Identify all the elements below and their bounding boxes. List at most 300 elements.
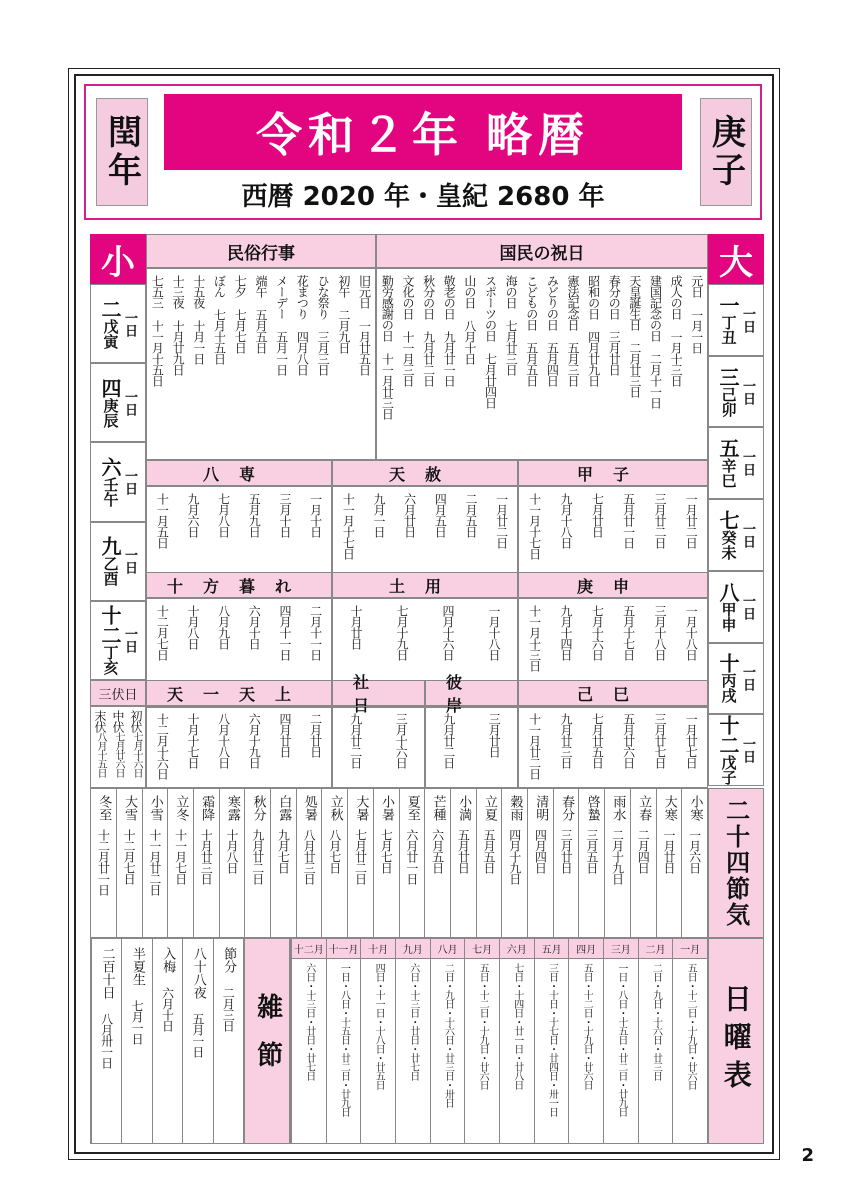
sekki-name: 大寒 bbox=[661, 795, 677, 821]
month-cell bbox=[708, 643, 764, 715]
row-date: 九月十八日 bbox=[558, 493, 573, 548]
sekki-name: 大暑 bbox=[353, 795, 369, 821]
holiday-date: 五月五日 bbox=[253, 309, 268, 353]
holiday-date: 五月三日 bbox=[565, 342, 580, 386]
month-cell bbox=[708, 284, 764, 356]
sekki-name: 立夏 bbox=[481, 795, 497, 821]
row-date: 十一月廿二日 bbox=[527, 713, 542, 779]
row-date: 九月廿二日 bbox=[348, 713, 363, 768]
nichiyo-days: 五日・十二日・十九日・廿六日 bbox=[685, 963, 697, 1089]
month-number: 三 bbox=[716, 366, 740, 387]
holiday-name: 端午 bbox=[253, 275, 268, 297]
sekki-date: 六月廿一日 bbox=[404, 829, 419, 884]
row-date: 十月廿日 bbox=[349, 605, 363, 649]
month-number: 五 bbox=[716, 438, 740, 459]
row-date: 十二月十六日 bbox=[155, 713, 170, 779]
nichiyo-cell bbox=[499, 939, 534, 1143]
month-kanji-group bbox=[718, 653, 738, 703]
month-first-day: 一日 bbox=[122, 389, 137, 416]
sekki-table bbox=[90, 788, 708, 938]
row-date: 十月十七日 bbox=[185, 713, 200, 768]
holiday-item bbox=[234, 275, 246, 455]
row-date: 五月九日 bbox=[247, 493, 262, 537]
sekki-date: 五月五日 bbox=[482, 829, 497, 873]
zassetsu-name: 二百十日 bbox=[99, 947, 115, 999]
zassetsu-name: 八十八夜 bbox=[190, 947, 206, 999]
sekki-date: 五月廿日 bbox=[456, 829, 471, 873]
zassetsu-cell bbox=[213, 939, 243, 1143]
holiday-item bbox=[691, 275, 703, 455]
month-first-day: 一日 bbox=[740, 378, 755, 405]
sekki-name: 小暑 bbox=[379, 795, 395, 821]
month-cell bbox=[90, 284, 146, 363]
holiday-item bbox=[172, 275, 184, 455]
month-cell bbox=[708, 427, 764, 499]
holiday-name: 海の日 bbox=[504, 275, 519, 308]
row-body bbox=[332, 706, 425, 788]
row-date: 五月十七日 bbox=[621, 605, 636, 660]
nichiyo-days: 七日・十四日・廿一日・廿八日 bbox=[511, 963, 523, 1089]
nichiyo-cell bbox=[360, 939, 395, 1143]
sekki-date: 三月廿日 bbox=[559, 829, 574, 873]
month-eto: 壬午 bbox=[101, 476, 120, 507]
row-header bbox=[425, 673, 518, 715]
sekki-cell bbox=[244, 789, 270, 937]
month-eto: 庚辰 bbox=[101, 397, 120, 428]
sekki-name: 白露 bbox=[276, 795, 292, 821]
nichiyo-month: 十二月 bbox=[292, 939, 326, 959]
holiday-date: 七月十五日 bbox=[212, 309, 227, 364]
sekki-cell bbox=[656, 789, 682, 937]
holiday-date: 九月廿二日 bbox=[421, 331, 436, 386]
sanpuku-date: 七月十六日 bbox=[131, 732, 142, 777]
nichiyo-days: 五日・十二日・十九日・廿六日 bbox=[477, 963, 489, 1089]
sanpuku-box bbox=[90, 706, 146, 788]
month-eto: 甲申 bbox=[719, 601, 738, 632]
month-number: 四 bbox=[98, 377, 122, 398]
row-header-text: 甲子 bbox=[576, 464, 649, 484]
row-date: 一月廿二日 bbox=[494, 493, 509, 548]
row-header-text: 天一天上 bbox=[167, 684, 312, 704]
row-date: 三月廿日 bbox=[487, 713, 502, 757]
month-number: 十二 bbox=[716, 715, 740, 756]
zassetsu-date: 二月三日 bbox=[221, 987, 236, 1031]
holiday-name: こどもの日 bbox=[524, 275, 539, 330]
nichiyo-cell bbox=[638, 939, 673, 1143]
month-kanji-group bbox=[100, 605, 120, 675]
nichiyo-days: 五日・十二日・十九日・廿六日 bbox=[581, 963, 593, 1089]
holiday-item bbox=[193, 275, 205, 455]
row-date: 七月八日 bbox=[216, 493, 231, 537]
sekki-date: 十一月廿二日 bbox=[147, 829, 162, 895]
zassetsu-label: 雑節 bbox=[252, 993, 283, 1089]
row-date: 三月十六日 bbox=[394, 713, 409, 768]
sekki-date: 一月六日 bbox=[687, 829, 702, 873]
holiday-item bbox=[359, 275, 371, 455]
holiday-date: 一月十三日 bbox=[669, 331, 684, 386]
month-cell bbox=[90, 442, 146, 521]
row-date: 十一月十三日 bbox=[527, 605, 542, 671]
holiday-date: 十一月三日 bbox=[400, 331, 415, 386]
holiday-item bbox=[484, 275, 496, 455]
page-number: 2 bbox=[801, 1145, 814, 1166]
sekki-label: 二十四節気 bbox=[721, 798, 751, 928]
holiday-item bbox=[255, 275, 267, 455]
month-kanji-group bbox=[100, 536, 120, 586]
sekki-date: 二月十九日 bbox=[610, 829, 625, 884]
holiday-name: 七五三 bbox=[150, 275, 165, 308]
sekki-date: 七月廿二日 bbox=[353, 829, 368, 884]
row-date: 五月廿六日 bbox=[621, 713, 636, 768]
zassetsu-name: 入梅 bbox=[160, 947, 176, 973]
month-eto: 癸未 bbox=[719, 529, 738, 560]
row-header bbox=[146, 572, 332, 598]
holiday-date: 二月十一日 bbox=[648, 353, 663, 408]
zassetsu-cell bbox=[152, 939, 182, 1143]
row-header-text: 十方暮れ bbox=[167, 576, 312, 596]
row-header bbox=[332, 572, 518, 598]
month-first-day: 一日 bbox=[122, 310, 137, 337]
nichiyo-month: 一月 bbox=[673, 939, 707, 959]
holiday-name: みどりの日 bbox=[545, 275, 560, 330]
holiday-item bbox=[526, 275, 538, 455]
nichiyo-month: 五月 bbox=[535, 939, 569, 959]
sekki-date: 九月七日 bbox=[276, 829, 291, 873]
month-cell bbox=[708, 714, 764, 786]
zassetsu-date: 七月一日 bbox=[130, 1000, 145, 1044]
nichiyo-days: 六日・十三日・廿日・廿七日 bbox=[407, 963, 419, 1080]
sekki-name: 春分 bbox=[558, 795, 574, 821]
month-number: 六 bbox=[98, 456, 122, 477]
month-eto: 丙戌 bbox=[719, 673, 738, 704]
holiday-name: 勤労感謝の日 bbox=[380, 275, 395, 341]
nichiyo-month: 十一月 bbox=[327, 939, 361, 959]
row-date: 六月十日 bbox=[247, 605, 262, 649]
row-date: 七月廿五日 bbox=[590, 713, 605, 768]
zassetsu-cell bbox=[121, 939, 151, 1143]
holiday-name: 天皇誕生日 bbox=[627, 275, 642, 330]
sekki-date: 一月廿日 bbox=[661, 829, 676, 873]
row-date: 七月十六日 bbox=[590, 605, 605, 660]
holiday-item bbox=[588, 275, 600, 455]
holiday-date: 八月十日 bbox=[462, 320, 477, 364]
row-header bbox=[332, 460, 518, 486]
nichiyo-cell bbox=[603, 939, 638, 1143]
row-date: 九月廿三日 bbox=[558, 713, 573, 768]
sekki-date: 四月四日 bbox=[533, 829, 548, 873]
zassetsu-date: 五月一日 bbox=[190, 1013, 205, 1057]
holiday-item bbox=[338, 275, 350, 455]
sanpuku-name: 末伏 bbox=[93, 710, 107, 732]
holiday-date: 四月八日 bbox=[295, 331, 310, 375]
sekki-cell bbox=[347, 789, 373, 937]
holiday-date: 二月廿三日 bbox=[627, 342, 642, 397]
row-header bbox=[146, 680, 332, 706]
row-body bbox=[146, 706, 332, 788]
holiday-date: 七月廿四日 bbox=[483, 353, 498, 408]
sekki-date: 四月十九日 bbox=[507, 829, 522, 884]
sekki-name: 芒種 bbox=[430, 795, 446, 821]
month-cell bbox=[708, 499, 764, 571]
sanpuku-name: 中伏 bbox=[111, 710, 125, 732]
row-header bbox=[518, 680, 708, 706]
sekki-cell bbox=[321, 789, 347, 937]
zassetsu-name: 節分 bbox=[221, 947, 237, 973]
leap-year-label: 閏年 bbox=[96, 98, 148, 206]
sekki-date: 七月七日 bbox=[379, 829, 394, 873]
row-header-text: 彼岸 bbox=[446, 673, 483, 715]
nichiyo-label: 日曜表 bbox=[719, 984, 753, 1098]
holiday-name: 憲法記念日 bbox=[565, 275, 580, 330]
sekki-date: 九月廿二日 bbox=[250, 829, 265, 884]
sekki-name: 処暑 bbox=[301, 795, 317, 821]
month-eto: 辛巳 bbox=[719, 458, 738, 489]
holiday-name: 初午 bbox=[336, 275, 351, 297]
eto-label: 庚子 bbox=[700, 98, 752, 206]
row-body bbox=[518, 706, 708, 788]
month-cell bbox=[90, 601, 146, 680]
month-eto: 乙酉 bbox=[101, 556, 120, 587]
row-date: 九月一日 bbox=[371, 493, 386, 537]
row-header bbox=[518, 460, 708, 486]
month-kanji-group bbox=[718, 582, 738, 632]
month-number: 九 bbox=[98, 536, 122, 557]
holiday-item bbox=[443, 275, 455, 455]
sekki-cell bbox=[399, 789, 425, 937]
sekki-date: 十一月七日 bbox=[173, 829, 188, 884]
row-date: 四月十一日 bbox=[277, 605, 292, 660]
holiday-name: 山の日 bbox=[462, 275, 477, 308]
nichiyo-cell bbox=[568, 939, 603, 1143]
nichiyo-cell bbox=[672, 939, 707, 1143]
month-number: 二 bbox=[98, 298, 122, 319]
nichiyo-month: 八月 bbox=[431, 939, 465, 959]
sekki-cell bbox=[450, 789, 476, 937]
month-kanji-group bbox=[718, 438, 738, 488]
row-header bbox=[332, 673, 425, 715]
holiday-name: 敬老の日 bbox=[442, 275, 457, 319]
nichiyo-month: 十月 bbox=[361, 939, 395, 959]
sekki-cell bbox=[167, 789, 193, 937]
month-cell bbox=[708, 571, 764, 643]
sekki-name: 穀雨 bbox=[507, 795, 523, 821]
holiday-item bbox=[649, 275, 661, 455]
holiday-name: スポーツの日 bbox=[483, 275, 498, 341]
nichiyo-month: 三月 bbox=[604, 939, 638, 959]
nichiyo-cell bbox=[326, 939, 361, 1143]
kokumin-header-text: 国民の祝日 bbox=[499, 243, 585, 264]
row-header bbox=[518, 572, 708, 598]
month-first-day: 一日 bbox=[740, 306, 755, 333]
holiday-item bbox=[296, 275, 308, 455]
month-kanji-group bbox=[100, 378, 120, 428]
holiday-item bbox=[151, 275, 163, 455]
holiday-item bbox=[546, 275, 558, 455]
month-first-day: 一日 bbox=[740, 737, 755, 764]
row-date: 四月十六日 bbox=[441, 605, 455, 660]
month-kanji-group bbox=[718, 367, 738, 417]
holiday-date: 三月廿日 bbox=[607, 331, 622, 375]
sekki-date: 十二月廿一日 bbox=[96, 829, 111, 895]
nichiyo-cell bbox=[395, 939, 430, 1143]
holiday-item bbox=[608, 275, 620, 455]
month-eto: 戊寅 bbox=[101, 318, 120, 349]
sekki-name: 小満 bbox=[456, 795, 472, 821]
zassetsu-date: 六月十日 bbox=[160, 987, 175, 1031]
sekki-name: 清明 bbox=[533, 795, 549, 821]
sekki-cell bbox=[193, 789, 219, 937]
nichiyo-month: 四月 bbox=[569, 939, 603, 959]
nichiyo-days: 二日・九日・十六日・廿三日・卅日 bbox=[442, 963, 454, 1107]
sanpuku-item bbox=[130, 710, 142, 787]
month-number: 八 bbox=[716, 581, 740, 602]
sekki-date: 三月五日 bbox=[584, 829, 599, 873]
month-eto: 丁丑 bbox=[719, 314, 738, 345]
minzoku-box bbox=[146, 268, 376, 460]
sekki-cell bbox=[604, 789, 630, 937]
sanpuku-item bbox=[94, 710, 106, 787]
row-date: 一月廿七日 bbox=[684, 713, 699, 768]
holiday-item bbox=[567, 275, 579, 455]
sekki-name: 秋分 bbox=[250, 795, 266, 821]
nichiyo-cell bbox=[430, 939, 465, 1143]
sanpuku-label: 三伏日 bbox=[90, 680, 146, 706]
holiday-name: メーデー bbox=[274, 275, 289, 319]
sekki-cell bbox=[424, 789, 450, 937]
holiday-date: 十一月十五日 bbox=[150, 320, 165, 386]
row-date: 十一月十七日 bbox=[527, 493, 542, 559]
row-date: 十月八日 bbox=[185, 605, 200, 649]
row-date: 二月五日 bbox=[463, 493, 478, 537]
zassetsu-label-box bbox=[244, 938, 290, 1144]
holiday-date: 七月七日 bbox=[233, 309, 248, 353]
sekki-cell bbox=[553, 789, 579, 937]
month-kanji-group bbox=[100, 457, 120, 507]
sekki-date: 二月四日 bbox=[636, 829, 651, 873]
row-body bbox=[425, 706, 518, 788]
holiday-name: 秋分の日 bbox=[421, 275, 436, 319]
holiday-name: 十五夜 bbox=[191, 275, 206, 308]
holiday-date: 一月一日 bbox=[689, 309, 704, 353]
sekki-cell bbox=[630, 789, 656, 937]
month-first-day: 一日 bbox=[740, 665, 755, 692]
nichiyo-label-box bbox=[708, 938, 764, 1144]
row-date: 十一月十七日 bbox=[341, 493, 356, 559]
nichiyo-month: 七月 bbox=[465, 939, 499, 959]
month-cell bbox=[708, 356, 764, 428]
holiday-item bbox=[464, 275, 476, 455]
holiday-item bbox=[629, 275, 641, 455]
month-first-day: 一日 bbox=[122, 627, 137, 654]
sekki-name: 立秋 bbox=[327, 795, 343, 821]
row-date: 一月十日 bbox=[308, 493, 323, 537]
nichiyo-cell bbox=[291, 939, 326, 1143]
holiday-date: 七月廿三日 bbox=[504, 320, 519, 375]
sanpuku-date: 七月廿六日 bbox=[113, 732, 124, 777]
kokumin-header bbox=[376, 234, 708, 268]
month-cell bbox=[90, 363, 146, 442]
row-date: 七月廿日 bbox=[590, 493, 605, 537]
holiday-name: 昭和の日 bbox=[586, 275, 601, 319]
holiday-name: ぼん bbox=[212, 275, 227, 297]
sekki-name: 雨水 bbox=[610, 795, 626, 821]
sekki-date: 八月廿三日 bbox=[302, 829, 317, 884]
sekki-name: 大雪 bbox=[122, 795, 137, 821]
sekki-cell bbox=[142, 789, 168, 937]
month-kanji-group bbox=[718, 510, 738, 560]
nichiyo-table bbox=[290, 938, 708, 1144]
sekki-name: 小寒 bbox=[687, 795, 703, 821]
row-date: 二月廿日 bbox=[308, 713, 323, 757]
row-header-text: 八専 bbox=[202, 464, 275, 484]
holiday-item bbox=[381, 275, 393, 455]
month-number: 七 bbox=[716, 509, 740, 530]
zassetsu-cell bbox=[91, 939, 121, 1143]
sekki-date: 十二月七日 bbox=[122, 829, 137, 884]
month-kanji-group bbox=[100, 299, 120, 349]
sekki-name: 寒露 bbox=[224, 795, 240, 821]
holiday-date: 十一月廿三日 bbox=[380, 353, 395, 419]
sekki-date: 十月八日 bbox=[224, 829, 239, 873]
month-number: 十二 bbox=[98, 605, 122, 646]
row-date: 四月廿日 bbox=[277, 713, 292, 757]
row-date: 七月十九日 bbox=[395, 605, 409, 660]
month-kanji-group bbox=[718, 715, 738, 785]
nichiyo-cell bbox=[464, 939, 499, 1143]
sekki-date: 六月五日 bbox=[430, 829, 445, 873]
holiday-name: 七夕 bbox=[233, 275, 248, 297]
row-date: 九月廿二日 bbox=[441, 713, 456, 768]
nichiyo-days: 六日・十三日・廿日・廿七日 bbox=[303, 963, 315, 1080]
row-header-text: 土用 bbox=[388, 576, 461, 596]
big-month-label: 大 bbox=[719, 242, 753, 283]
nichiyo-days: 四日・十一日・十八日・廿五日 bbox=[373, 963, 385, 1089]
sekki-cell bbox=[527, 789, 553, 937]
holiday-date: 五月五日 bbox=[524, 342, 539, 386]
nichiyo-month: 六月 bbox=[500, 939, 534, 959]
minzoku-header bbox=[146, 234, 376, 268]
row-date: 一月十八日 bbox=[487, 605, 501, 660]
nichiyo-days: 一日・八日・十五日・廿二日・廿九日 bbox=[615, 963, 627, 1116]
holiday-name: 成人の日 bbox=[669, 275, 684, 319]
month-eto: 戊子 bbox=[719, 755, 738, 786]
holiday-date: 一月廿五日 bbox=[357, 320, 372, 375]
sekki-cell bbox=[296, 789, 322, 937]
row-header-text: 己巳 bbox=[576, 684, 649, 704]
row-date: 四月五日 bbox=[433, 493, 448, 537]
sekki-cell bbox=[476, 789, 502, 937]
month-number: 十 bbox=[716, 653, 740, 674]
nichiyo-cell bbox=[534, 939, 569, 1143]
nichiyo-days: 一日・八日・十五日・廿二日・廿九日 bbox=[338, 963, 350, 1116]
row-date: 九月六日 bbox=[185, 493, 200, 537]
sanpuku-date: 八月十五日 bbox=[95, 732, 106, 777]
row-date: 二月十一日 bbox=[308, 605, 323, 660]
holiday-date: 九月廿一日 bbox=[442, 331, 457, 386]
sekki-cell bbox=[270, 789, 296, 937]
month-number: 一 bbox=[716, 294, 740, 315]
minzoku-header-text: 民俗行事 bbox=[227, 243, 295, 264]
small-month-label-box bbox=[90, 234, 146, 284]
sanpuku-name: 初伏 bbox=[129, 710, 143, 732]
page-subtitle: 西暦 2020 年・皇紀 2680 年 bbox=[241, 181, 605, 212]
sekki-name: 啓蟄 bbox=[584, 795, 600, 821]
month-cell bbox=[90, 522, 146, 601]
nichiyo-month: 九月 bbox=[396, 939, 430, 959]
sekki-cell bbox=[578, 789, 604, 937]
sekki-cell bbox=[219, 789, 245, 937]
holiday-date: 四月廿九日 bbox=[586, 331, 601, 386]
